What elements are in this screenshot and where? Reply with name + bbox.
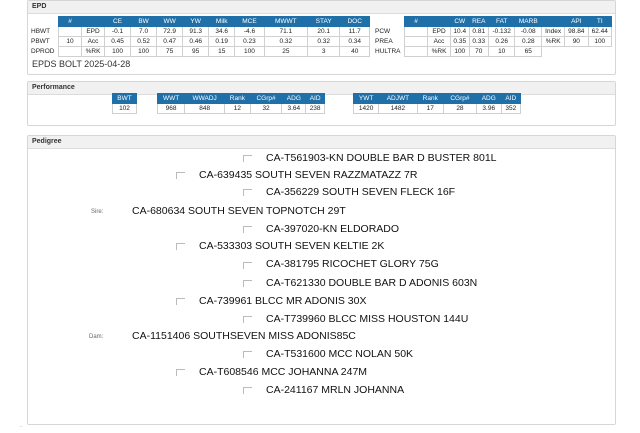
epd-value-cell: 15 bbox=[209, 47, 235, 57]
epd-row-label: HBWT bbox=[31, 28, 51, 35]
perf-value: 28 bbox=[443, 104, 476, 114]
perf-header: Rank bbox=[417, 94, 443, 104]
perf-value: 3.96 bbox=[476, 104, 501, 114]
epd-index-value bbox=[565, 47, 588, 57]
pedigree-sire-sire-sire[interactable]: CA-T561903-KN DOUBLE BAR D BUSTER 801L bbox=[266, 152, 497, 164]
epd-value-cell: 10.4 bbox=[451, 27, 470, 37]
epd-type-cell: %RK bbox=[428, 47, 451, 57]
epd-hash-cell bbox=[59, 27, 82, 37]
epd-right-header: TI bbox=[588, 17, 611, 27]
epd-left-header: BW bbox=[131, 17, 157, 27]
epd-value-cell: 0.34 bbox=[340, 37, 370, 47]
perf-birth-table bbox=[112, 93, 137, 114]
perf-value: 1482 bbox=[379, 104, 417, 114]
epd-left-row-rank bbox=[30, 47, 370, 57]
epd-value-cell: 0.32 bbox=[264, 37, 307, 47]
epd-value-cell: 70 bbox=[469, 47, 488, 57]
epd-right-header bbox=[428, 17, 451, 27]
pedigree-connector bbox=[176, 243, 185, 250]
epd-value-cell: -0.1 bbox=[105, 27, 131, 37]
epd-index-value bbox=[588, 47, 611, 57]
performance-panel bbox=[27, 81, 616, 126]
perf-value: 848 bbox=[185, 104, 225, 114]
perf-value: 1420 bbox=[354, 104, 379, 114]
perf-header: ADG bbox=[282, 94, 306, 104]
perf-header: AID bbox=[501, 94, 520, 104]
perf-weaning-table bbox=[157, 93, 325, 114]
epd-right-header: API bbox=[565, 17, 588, 27]
sire-label: Sire: bbox=[91, 209, 104, 215]
pedigree-sire[interactable]: CA-680634 SOUTH SEVEN TOPNOTCH 29T bbox=[132, 205, 346, 217]
epd-corner-cell bbox=[30, 17, 59, 27]
epd-value-cell: 34.6 bbox=[209, 27, 235, 37]
perf-header: ADJWT bbox=[379, 94, 417, 104]
pedigree-dam-dam-dam[interactable]: CA-241167 MRLN JOHANNA bbox=[266, 384, 405, 396]
epd-value-cell: 91.3 bbox=[183, 27, 209, 37]
perf-value: 238 bbox=[306, 104, 325, 114]
epd-left-header: CE bbox=[105, 17, 131, 27]
epd-type-cell: EPD bbox=[428, 27, 451, 37]
dam-label: Dam: bbox=[89, 334, 104, 340]
epd-value-cell: 100 bbox=[235, 47, 264, 57]
perf-header: BWT bbox=[113, 94, 137, 104]
epd-corner-cell bbox=[374, 17, 405, 27]
epd-value-cell: 71.1 bbox=[264, 27, 307, 37]
epd-right-header-row bbox=[374, 17, 612, 27]
epd-left-header: # bbox=[59, 17, 82, 27]
epd-hash-cell bbox=[405, 47, 428, 57]
epd-value-cell: 0.52 bbox=[131, 37, 157, 47]
epd-row-label: DPROD bbox=[31, 48, 55, 55]
epd-index-value: 90 bbox=[565, 37, 588, 47]
perf-value: 12 bbox=[225, 104, 251, 114]
perf-header: AID bbox=[306, 94, 325, 104]
epd-value-cell: 75 bbox=[157, 47, 183, 57]
epd-panel bbox=[27, 0, 616, 75]
perf-value: 968 bbox=[158, 104, 185, 114]
pedigree-connector bbox=[243, 155, 252, 162]
epd-left-header: DOC bbox=[340, 17, 370, 27]
epd-hash-cell bbox=[405, 27, 428, 37]
epd-row-label: PBWT bbox=[31, 38, 50, 45]
pedigree-sire-sire-dam[interactable]: CA-356229 SOUTH SEVEN FLECK 16F bbox=[266, 186, 456, 198]
epd-value-cell: 3 bbox=[307, 47, 339, 57]
perf-weaning-value-row bbox=[158, 104, 325, 114]
epd-index-value: 62.44 bbox=[588, 27, 611, 37]
epd-value-cell: 95 bbox=[183, 47, 209, 57]
pedigree-sire-dam-dam[interactable]: CA-381795 RICOCHET GLORY 75G bbox=[266, 258, 439, 270]
epd-right-header: CW bbox=[451, 17, 470, 27]
epd-right-header: MARB bbox=[515, 17, 542, 27]
epd-right-header: FAT bbox=[489, 17, 515, 27]
epd-index-label: %RK bbox=[542, 37, 565, 47]
pedigree-connector bbox=[243, 351, 252, 358]
epd-value-cell: 100 bbox=[131, 47, 157, 57]
epd-type-cell: EPD bbox=[82, 27, 105, 37]
epd-value-cell: -4.6 bbox=[235, 27, 264, 37]
epd-value-cell: 0.28 bbox=[515, 37, 542, 47]
epd-index-value: 100 bbox=[588, 37, 611, 47]
epd-value-cell: 25 bbox=[264, 47, 307, 57]
epd-left-header: STAY bbox=[307, 17, 339, 27]
epd-left-row-acc bbox=[30, 37, 370, 47]
epd-note: EPDS BOLT 2025-04-28 bbox=[32, 59, 131, 69]
epd-value-cell: 0.26 bbox=[489, 37, 515, 47]
epd-value-cell: 0.46 bbox=[183, 37, 209, 47]
epd-index-value: 98.84 bbox=[565, 27, 588, 37]
epd-left-header: MWWT bbox=[264, 17, 307, 27]
perf-yearling-table bbox=[353, 93, 521, 114]
pedigree-connector bbox=[176, 369, 185, 376]
footer-mark: ·· bbox=[19, 424, 23, 430]
epd-left-header: MCE bbox=[235, 17, 264, 27]
pedigree-connector bbox=[176, 172, 185, 179]
epd-value-cell: -0.132 bbox=[489, 27, 515, 37]
epd-value-cell: 40 bbox=[340, 47, 370, 57]
pedigree-dam-sire[interactable]: CA-739961 BLCC MR ADONIS 30X bbox=[199, 295, 367, 307]
epd-index-label: Index bbox=[542, 27, 565, 37]
epd-hash-cell: 10 bbox=[59, 37, 82, 47]
perf-value: 32 bbox=[250, 104, 282, 114]
epd-left-header bbox=[82, 17, 105, 27]
pedigree-connector bbox=[176, 298, 185, 305]
pedigree-panel-title: Pedigree bbox=[28, 136, 615, 149]
epd-right-header: # bbox=[405, 17, 428, 27]
epd-right-header: REA bbox=[469, 17, 488, 27]
pedigree-sire-dam[interactable]: CA-533303 SOUTH SEVEN KELTIE 2K bbox=[199, 240, 385, 252]
perf-value: 17 bbox=[417, 104, 443, 114]
epd-left-header: Milk bbox=[209, 17, 235, 27]
perf-header: Rank bbox=[225, 94, 251, 104]
epd-value-cell: 0.19 bbox=[209, 37, 235, 47]
pedigree-dam-sire-dam[interactable]: CA-T739960 BLCC MISS HOUSTON 144U bbox=[266, 313, 469, 325]
epd-panel-title: EPD bbox=[28, 1, 615, 14]
epd-value-cell: 0.81 bbox=[469, 27, 488, 37]
perf-header: WWT bbox=[158, 94, 185, 104]
epd-type-cell: %RK bbox=[82, 47, 105, 57]
epd-value-cell: 7.0 bbox=[131, 27, 157, 37]
epd-value-cell: 0.45 bbox=[105, 37, 131, 47]
epd-value-cell: 0.32 bbox=[307, 37, 339, 47]
epd-right-row-rank bbox=[374, 47, 612, 57]
perf-header: CGrp# bbox=[250, 94, 282, 104]
epd-value-cell: 0.33 bbox=[469, 37, 488, 47]
pedigree-dam-dam[interactable]: CA-T608546 MCC JOHANNA 247M bbox=[199, 366, 368, 378]
perf-header: CGrp# bbox=[443, 94, 476, 104]
epd-row-label: PCW bbox=[375, 28, 391, 35]
pedigree-connector bbox=[243, 387, 252, 394]
epd-left-header: WW bbox=[157, 17, 183, 27]
epd-value-cell: 10 bbox=[489, 47, 515, 57]
pedigree-panel bbox=[27, 135, 616, 425]
epd-type-cell: Acc bbox=[428, 37, 451, 47]
pedigree-connector bbox=[243, 226, 252, 233]
perf-yearling-value-row bbox=[354, 104, 521, 114]
pedigree-connector bbox=[243, 189, 252, 196]
epd-table-right bbox=[374, 16, 612, 57]
perf-header: YWT bbox=[354, 94, 379, 104]
epd-value-cell: 11.7 bbox=[340, 27, 370, 37]
epd-index-label bbox=[542, 47, 565, 57]
perf-weaning-header-row bbox=[158, 94, 325, 104]
epd-row-label: HULTRA bbox=[375, 48, 401, 55]
epd-hash-cell bbox=[59, 47, 82, 57]
epd-row-label: PREA bbox=[375, 38, 393, 45]
epd-value-cell: 72.9 bbox=[157, 27, 183, 37]
epd-value-cell: 100 bbox=[105, 47, 131, 57]
epd-table-left bbox=[30, 16, 370, 57]
pedigree-dam-sire-sire[interactable]: CA-T621330 DOUBLE BAR D ADONIS 603N bbox=[266, 277, 478, 289]
pedigree-sire-dam-sire[interactable]: CA-397020-KN ELDORADO bbox=[266, 223, 400, 235]
epd-left-header-row bbox=[30, 17, 370, 27]
epd-value-cell: 0.23 bbox=[235, 37, 264, 47]
epd-type-cell: Acc bbox=[82, 37, 105, 47]
epd-left-row-epd bbox=[30, 27, 370, 37]
perf-header: WWADJ bbox=[185, 94, 225, 104]
perf-value: 102 bbox=[113, 104, 137, 114]
epd-right-row-acc bbox=[374, 37, 612, 47]
pedigree-dam-dam-sire[interactable]: CA-T531600 MCC NOLAN 50K bbox=[266, 348, 414, 360]
performance-panel-title: Performance bbox=[28, 82, 615, 95]
pedigree-connector bbox=[243, 262, 252, 269]
perf-yearling-header-row bbox=[354, 94, 521, 104]
epd-value-cell: 0.35 bbox=[451, 37, 470, 47]
perf-value: 352 bbox=[501, 104, 520, 114]
epd-value-cell: 0.47 bbox=[157, 37, 183, 47]
pedigree-sire-sire[interactable]: CA-639435 SOUTH SEVEN RAZZMATAZZ 7R bbox=[199, 169, 418, 181]
epd-value-cell: 20.1 bbox=[307, 27, 339, 37]
perf-birth-header-row bbox=[113, 94, 137, 104]
pedigree-connector bbox=[243, 316, 252, 323]
pedigree-connector bbox=[243, 280, 252, 287]
epd-left-header: YW bbox=[183, 17, 209, 27]
perf-value: 3.64 bbox=[282, 104, 306, 114]
epd-value-cell: 65 bbox=[515, 47, 542, 57]
epd-hash-cell bbox=[405, 37, 428, 47]
epd-right-header bbox=[542, 17, 565, 27]
pedigree-dam[interactable]: CA-1151406 SOUTHSEVEN MISS ADONIS85C bbox=[132, 330, 356, 342]
epd-value-cell: -0.08 bbox=[515, 27, 542, 37]
epd-right-row-epd bbox=[374, 27, 612, 37]
epd-value-cell: 100 bbox=[451, 47, 470, 57]
perf-header: ADG bbox=[476, 94, 501, 104]
perf-birth-value-row bbox=[113, 104, 137, 114]
